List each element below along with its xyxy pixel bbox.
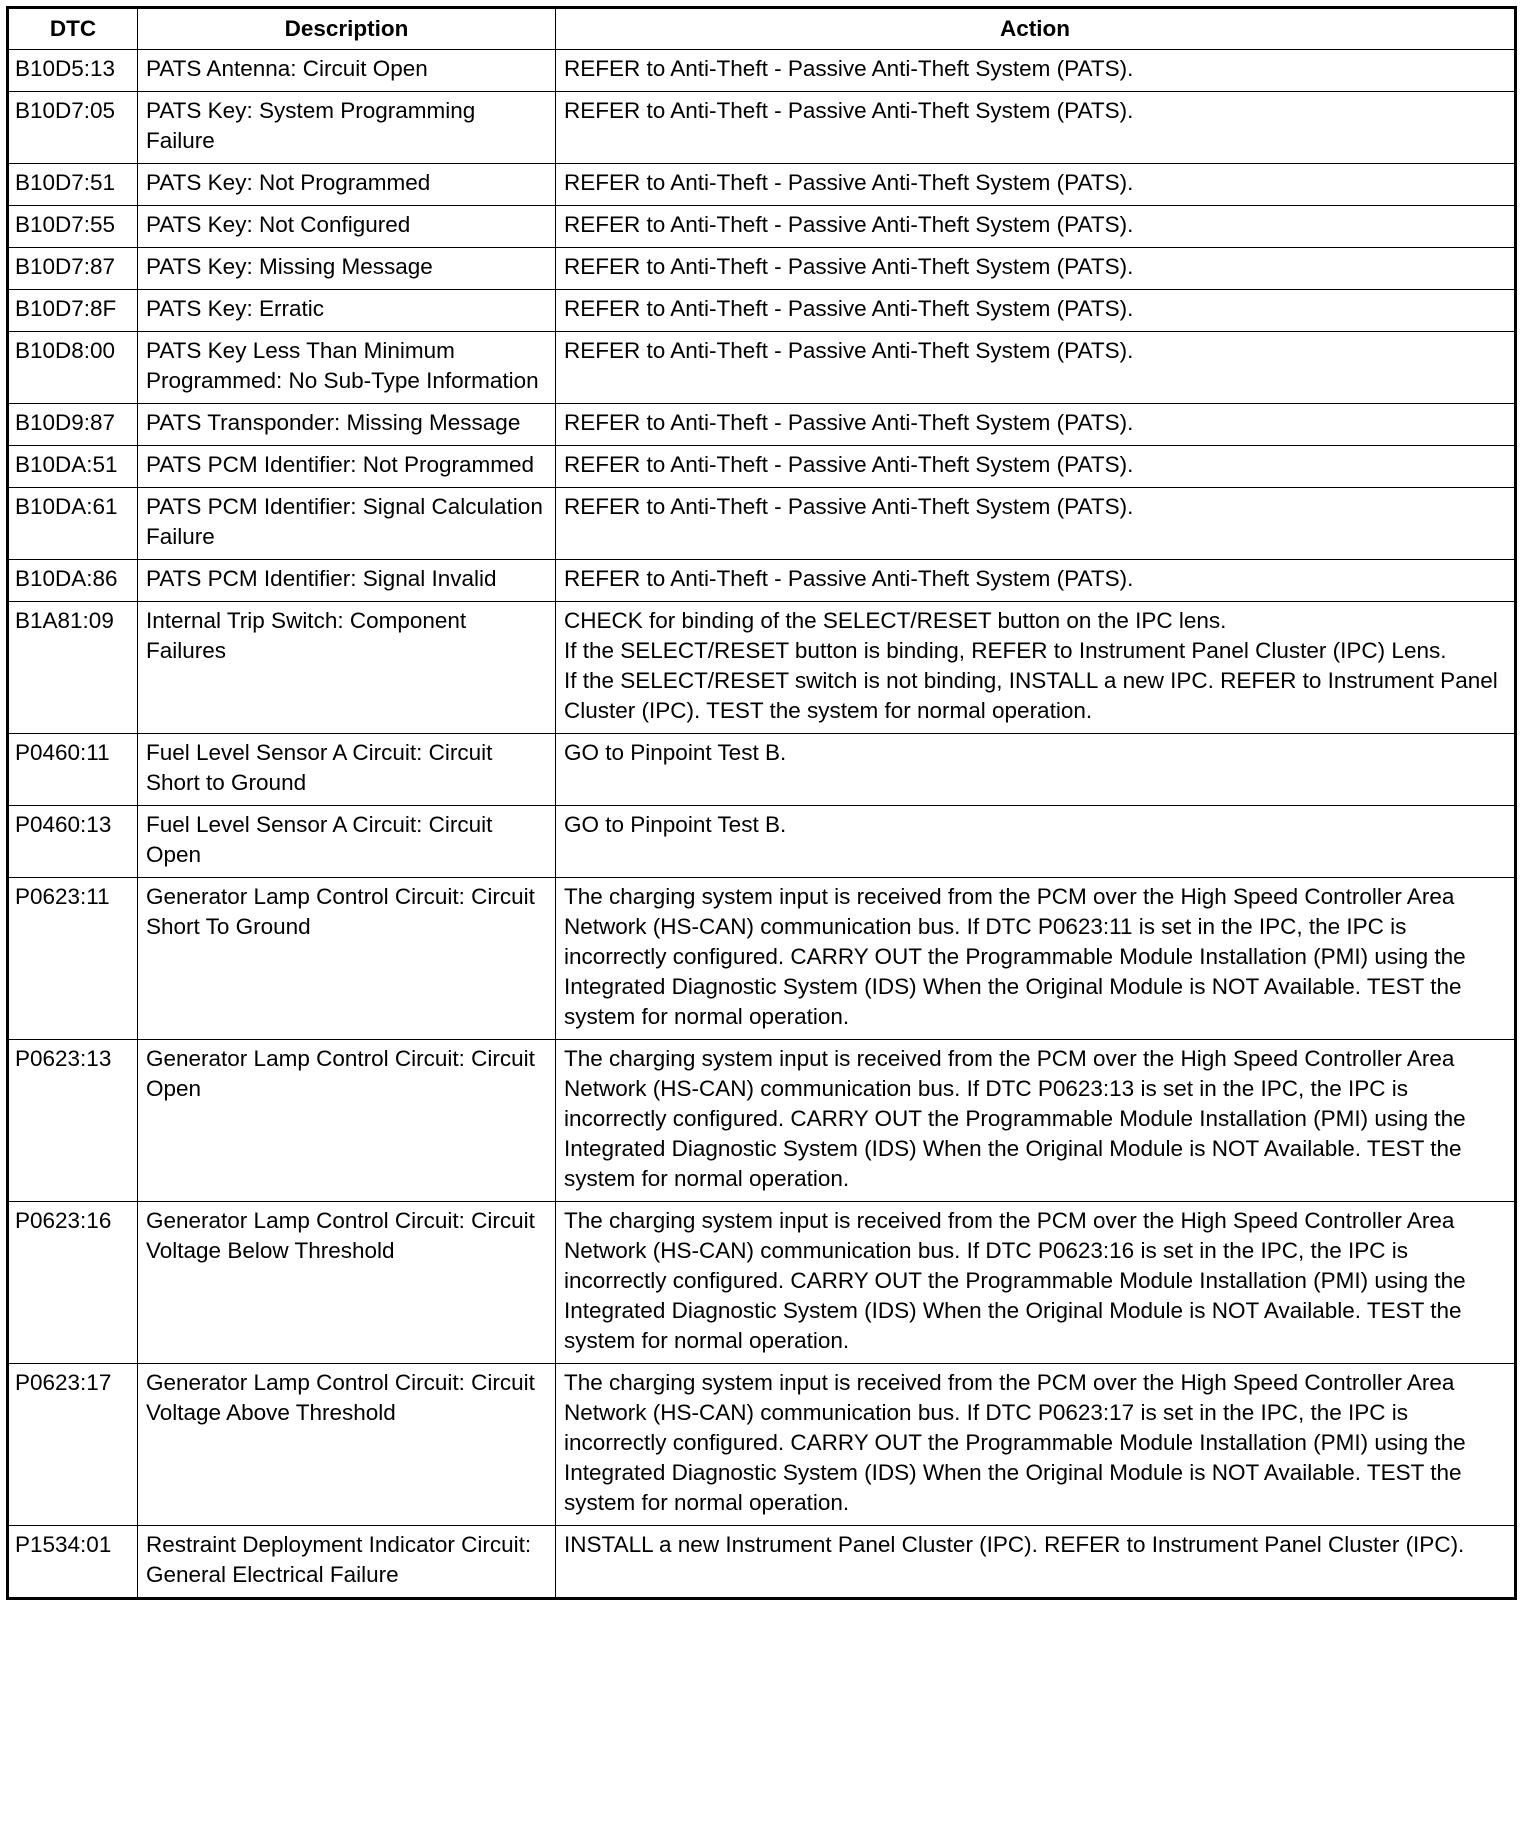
dtc-code-cell: B10D7:87 [8, 248, 138, 290]
description-cell: PATS Key: Not Programmed [138, 164, 556, 206]
description-cell: Fuel Level Sensor A Circuit: Circuit Open [138, 806, 556, 878]
table-row [8, 560, 1516, 602]
action-text: REFER to Anti-Theft - Passive Anti-Theft System (PATS). [564, 254, 1134, 279]
dtc-code-cell: P0460:11 [8, 734, 138, 806]
action-text: The charging system input is received from the PCM over the High Speed Controller Area Network (HS-CAN) communication bus. If DTC P0623:11 is set in the IPC, the IPC is incorrectly configured. CARRY OUT the Programmable Module Installation (PMI) using the Integrated Diagnostic System (IDS) When the Original Module is NOT Available. TEST the system for normal operation. [564, 884, 1466, 1029]
description-cell: PATS Key Less Than Minimum Programmed: No Sub-Type Information [138, 332, 556, 404]
action-text: GO to Pinpoint Test B. [564, 812, 787, 837]
action-cell [556, 164, 1516, 206]
action-text: The charging system input is received from the PCM over the High Speed Controller Area Network (HS-CAN) communication bus. If DTC P0623:13 is set in the IPC, the IPC is incorrectly configured. CARRY OUT the Programmable Module Installation (PMI) using the Integrated Diagnostic System (IDS) When the Original Module is NOT Available. TEST the system for normal operation. [564, 1046, 1466, 1191]
action-text: If the SELECT/RESET switch is not binding, INSTALL a new IPC. REFER to Instrument Panel Cluster (IPC). TEST the system for normal operation. [564, 668, 1498, 723]
dtc-code-cell: P0623:17 [8, 1364, 138, 1526]
action-text: REFER to Anti-Theft - Passive Anti-Theft System (PATS). [564, 494, 1134, 519]
table-row [8, 248, 1516, 290]
action-cell [556, 878, 1516, 1040]
description-cell: Generator Lamp Control Circuit: Circuit Short To Ground [138, 878, 556, 1040]
table-row [8, 1202, 1516, 1364]
dtc-code-cell: B10D7:51 [8, 164, 138, 206]
action-cell [556, 1202, 1516, 1364]
table-row [8, 1040, 1516, 1202]
table-row [8, 332, 1516, 404]
table-row [8, 734, 1516, 806]
dtc-code-cell: P0623:13 [8, 1040, 138, 1202]
table-row [8, 290, 1516, 332]
table-row [8, 446, 1516, 488]
action-text: REFER to Anti-Theft - Passive Anti-Theft System (PATS). [564, 452, 1134, 477]
description-cell: Generator Lamp Control Circuit: Circuit Open [138, 1040, 556, 1202]
action-cell [556, 50, 1516, 92]
action-cell [556, 290, 1516, 332]
dtc-code-cell: B10D9:87 [8, 404, 138, 446]
table-row [8, 1364, 1516, 1526]
action-text: REFER to Anti-Theft - Passive Anti-Theft System (PATS). [564, 212, 1134, 237]
description-cell: Restraint Deployment Indicator Circuit: General Electrical Failure [138, 1526, 556, 1599]
header-description: Description [138, 8, 556, 50]
dtc-code-cell: P0460:13 [8, 806, 138, 878]
action-cell [556, 248, 1516, 290]
dtc-table-frame [6, 6, 1514, 1600]
table-row [8, 50, 1516, 92]
action-cell [556, 92, 1516, 164]
dtc-code-cell: B10DA:51 [8, 446, 138, 488]
description-cell: Generator Lamp Control Circuit: Circuit Voltage Below Threshold [138, 1202, 556, 1364]
header-action: Action [556, 8, 1516, 50]
action-cell [556, 602, 1516, 734]
dtc-code-cell: P0623:16 [8, 1202, 138, 1364]
table-row [8, 404, 1516, 446]
dtc-code-cell: B1A81:09 [8, 602, 138, 734]
description-cell: Fuel Level Sensor A Circuit: Circuit Short to Ground [138, 734, 556, 806]
action-cell [556, 560, 1516, 602]
table-row [8, 164, 1516, 206]
action-cell [556, 446, 1516, 488]
dtc-code-cell: B10D7:55 [8, 206, 138, 248]
dtc-code-cell: B10D7:05 [8, 92, 138, 164]
table-row [8, 602, 1516, 734]
action-text: REFER to Anti-Theft - Passive Anti-Theft System (PATS). [564, 56, 1134, 81]
header-row [8, 8, 1516, 50]
action-text: REFER to Anti-Theft - Passive Anti-Theft System (PATS). [564, 98, 1134, 123]
description-cell: PATS Antenna: Circuit Open [138, 50, 556, 92]
action-text: GO to Pinpoint Test B. [564, 740, 787, 765]
action-cell [556, 488, 1516, 560]
action-cell [556, 1040, 1516, 1202]
action-text: The charging system input is received from the PCM over the High Speed Controller Area Network (HS-CAN) communication bus. If DTC P0623:16 is set in the IPC, the IPC is incorrectly configured. CARRY OUT the Programmable Module Installation (PMI) using the Integrated Diagnostic System (IDS) When the Original Module is NOT Available. TEST the system for normal operation. [564, 1208, 1466, 1353]
action-cell [556, 206, 1516, 248]
action-cell [556, 1526, 1516, 1599]
dtc-code-cell: B10D5:13 [8, 50, 138, 92]
description-cell: PATS Key: Not Configured [138, 206, 556, 248]
description-cell: Internal Trip Switch: Component Failures [138, 602, 556, 734]
dtc-code-cell: B10D7:8F [8, 290, 138, 332]
description-cell: PATS Key: System Programming Failure [138, 92, 556, 164]
description-cell: PATS Key: Erratic [138, 290, 556, 332]
action-text: REFER to Anti-Theft - Passive Anti-Theft System (PATS). [564, 338, 1134, 363]
description-cell: PATS Transponder: Missing Message [138, 404, 556, 446]
action-cell [556, 404, 1516, 446]
action-text: CHECK for binding of the SELECT/RESET button on the IPC lens. [564, 608, 1227, 633]
action-cell [556, 734, 1516, 806]
dtc-code-cell: B10DA:86 [8, 560, 138, 602]
table-row [8, 488, 1516, 560]
description-cell: PATS Key: Missing Message [138, 248, 556, 290]
action-cell [556, 332, 1516, 404]
action-text: REFER to Anti-Theft - Passive Anti-Theft System (PATS). [564, 170, 1134, 195]
action-text: REFER to Anti-Theft - Passive Anti-Theft System (PATS). [564, 410, 1134, 435]
table-row [8, 206, 1516, 248]
description-cell: PATS PCM Identifier: Not Programmed [138, 446, 556, 488]
dtc-code-cell: P1534:01 [8, 1526, 138, 1599]
table-body [8, 50, 1516, 1599]
dtc-code-cell: B10DA:61 [8, 488, 138, 560]
description-cell: PATS PCM Identifier: Signal Calculation Failure [138, 488, 556, 560]
header-dtc: DTC [8, 8, 138, 50]
table-row [8, 878, 1516, 1040]
action-text: The charging system input is received from the PCM over the High Speed Controller Area Network (HS-CAN) communication bus. If DTC P0623:17 is set in the IPC, the IPC is incorrectly configured. CARRY OUT the Programmable Module Installation (PMI) using the Integrated Diagnostic System (IDS) When the Original Module is NOT Available. TEST the system for normal operation. [564, 1370, 1466, 1515]
action-text: REFER to Anti-Theft - Passive Anti-Theft System (PATS). [564, 296, 1134, 321]
dtc-table [6, 6, 1517, 1600]
action-text: INSTALL a new Instrument Panel Cluster (IPC). REFER to Instrument Panel Cluster (IPC). [564, 1532, 1465, 1557]
action-cell [556, 1364, 1516, 1526]
table-header [8, 8, 1516, 50]
table-row [8, 92, 1516, 164]
action-text: REFER to Anti-Theft - Passive Anti-Theft System (PATS). [564, 566, 1134, 591]
table-row [8, 806, 1516, 878]
action-cell [556, 806, 1516, 878]
description-cell: Generator Lamp Control Circuit: Circuit Voltage Above Threshold [138, 1364, 556, 1526]
dtc-code-cell: B10D8:00 [8, 332, 138, 404]
action-text: If the SELECT/RESET button is binding, REFER to Instrument Panel Cluster (IPC) Lens. [564, 638, 1447, 663]
description-cell: PATS PCM Identifier: Signal Invalid [138, 560, 556, 602]
table-row [8, 1526, 1516, 1599]
dtc-code-cell: P0623:11 [8, 878, 138, 1040]
